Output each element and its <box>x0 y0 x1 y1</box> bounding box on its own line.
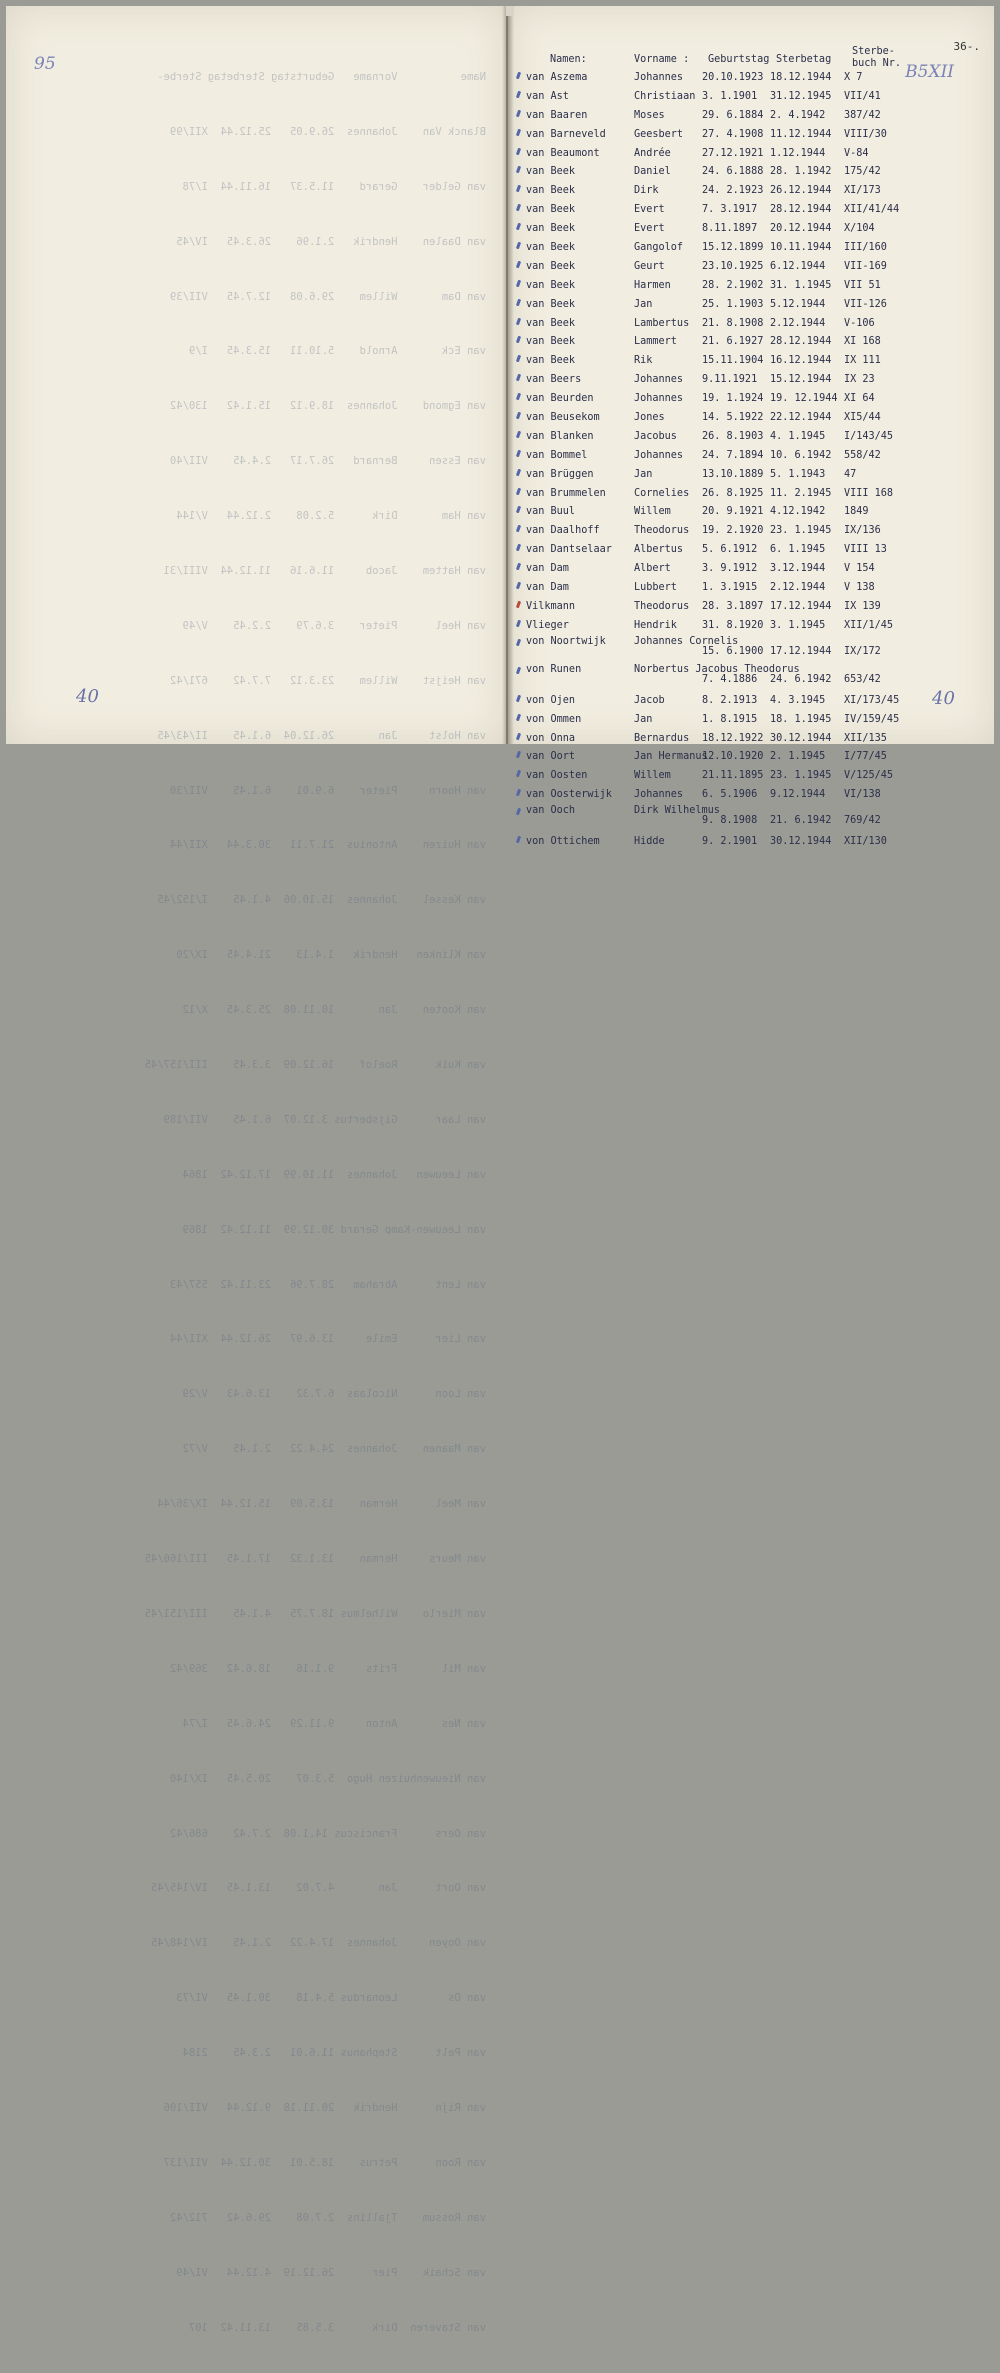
pencil-page-number-left: 40 <box>76 686 99 707</box>
register-number-cell: VII-169 <box>844 260 887 272</box>
ledger-row <box>508 351 994 370</box>
birth-date-cell: 28. 2.1902 <box>702 279 764 291</box>
surname-cell: von Onna <box>526 732 576 744</box>
register-number-cell: IV/159/45 <box>844 713 900 725</box>
ledger-row <box>508 729 994 748</box>
header-birth-date: Geburtstag <box>708 54 770 65</box>
surname-cell: von Noortwijk <box>526 635 606 647</box>
first-name-cell: Jan Hermanus <box>634 751 708 763</box>
surname-cell: van Beek <box>526 166 576 178</box>
ledger-row <box>508 295 994 314</box>
birth-date-cell: 23.10.1925 <box>702 260 764 272</box>
death-date-cell: 5.12.1944 <box>770 298 826 310</box>
first-name-cell: Lammert <box>634 336 677 348</box>
birth-date-cell: 15. 6.1900 <box>702 645 764 657</box>
ledger-row <box>508 635 994 663</box>
death-date-cell: 17.12.1944 <box>770 600 832 612</box>
register-number-cell: V/125/45 <box>844 770 894 782</box>
surname-cell: van Beers <box>526 374 582 386</box>
death-date-cell: 5. 1.1943 <box>770 468 826 480</box>
surname-cell: van Beek <box>526 260 576 272</box>
check-mark-icon <box>516 751 521 759</box>
surname-cell: von Runen <box>526 663 582 675</box>
check-mark-icon <box>516 412 521 420</box>
ledger-row <box>508 710 994 729</box>
check-mark-icon <box>516 431 521 439</box>
check-mark-icon <box>516 374 521 382</box>
birth-date-cell: 7. 3.1917 <box>702 204 758 216</box>
birth-date-cell: 3. 9.1912 <box>702 563 758 575</box>
check-mark-icon <box>516 638 521 646</box>
first-name-cell: Johannes <box>634 449 684 461</box>
register-number-cell: IX 23 <box>844 374 875 386</box>
death-date-cell: 28.12.1944 <box>770 204 832 216</box>
header-name: Namen: <box>550 54 587 65</box>
birth-date-cell: 7. 4.1886 <box>702 673 758 685</box>
death-date-cell: 19. 12.1944 <box>770 393 838 405</box>
ledger-row <box>508 502 994 521</box>
surname-cell: van Beaumont <box>526 147 600 159</box>
first-name-cell: Johannes <box>634 393 684 405</box>
surname-cell: van Beek <box>526 223 576 235</box>
surname-cell: van Beurden <box>526 393 594 405</box>
register-number-cell: VII 51 <box>844 279 881 291</box>
ledger-row <box>508 200 994 219</box>
birth-date-cell: 29. 6.1884 <box>702 109 764 121</box>
check-mark-icon <box>516 166 521 174</box>
first-name-cell: Christiaan <box>634 90 696 102</box>
ledger-row <box>508 238 994 257</box>
first-name-cell: Jacob <box>634 694 665 706</box>
pencil-note-top-left: 95 <box>34 54 56 74</box>
ledger-row <box>508 332 994 351</box>
birth-date-cell: 28. 3.1897 <box>702 600 764 612</box>
first-name-cell: Rik <box>634 355 653 367</box>
death-date-cell: 1.12.1944 <box>770 147 826 159</box>
first-name-cell: Andrée <box>634 147 671 159</box>
book-gutter <box>502 6 514 744</box>
register-number-cell: 558/42 <box>844 449 881 461</box>
death-date-cell: 4. 1.1945 <box>770 430 826 442</box>
first-name-cell: Dirk Wilhelmus <box>634 805 720 817</box>
birth-date-cell: 1. 8.1915 <box>702 713 758 725</box>
first-name-cell: Dirk <box>634 185 659 197</box>
register-number-cell: V 154 <box>844 563 875 575</box>
page-stamp-number: 36-. <box>953 40 980 53</box>
check-mark-icon <box>516 563 521 571</box>
surname-cell: van Beek <box>526 355 576 367</box>
birth-date-cell: 1. 3.1915 <box>702 582 758 594</box>
ledger-row <box>508 427 994 446</box>
birth-date-cell: 20.10.1923 <box>702 72 764 83</box>
register-number-cell: I/77/45 <box>844 751 887 763</box>
death-date-cell: 23. 1.1945 <box>770 770 832 782</box>
death-date-cell: 2. 1.1945 <box>770 751 826 763</box>
register-number-cell: XI5/44 <box>844 412 881 424</box>
check-mark-icon <box>516 109 521 117</box>
birth-date-cell: 9. 2.1901 <box>702 836 758 848</box>
register-number-cell: I/143/45 <box>844 430 894 442</box>
register-number-cell: IX 139 <box>844 600 881 612</box>
binding-tab <box>506 6 514 16</box>
first-name-cell: Johannes Cornelis <box>634 635 739 647</box>
register-number-cell: IX/172 <box>844 645 881 657</box>
ledger-row <box>508 804 994 832</box>
check-mark-icon <box>516 393 521 401</box>
ledger-row <box>508 663 994 691</box>
ledger-row <box>508 521 994 540</box>
birth-date-cell: 24. 6.1888 <box>702 166 764 178</box>
ledger-row <box>508 832 994 851</box>
ledger-row <box>508 106 994 125</box>
register-number-cell: IX/136 <box>844 525 881 537</box>
register-number-cell: XI/173 <box>844 185 881 197</box>
surname-cell: van Beek <box>526 298 576 310</box>
pencil-note-top-right: B5XII <box>905 62 954 82</box>
register-number-cell: XI 168 <box>844 336 881 348</box>
check-mark-icon <box>516 185 521 193</box>
birth-date-cell: 25. 1.1903 <box>702 298 764 310</box>
register-number-cell: V-84 <box>844 147 869 159</box>
header-first-name: Vorname : <box>634 54 690 65</box>
first-name-cell: Jan <box>634 713 653 725</box>
death-register-ledger <box>508 6 994 848</box>
death-date-cell: 26.12.1944 <box>770 185 832 197</box>
death-date-cell: 22.12.1944 <box>770 412 832 424</box>
register-number-cell: XII/130 <box>844 836 887 848</box>
ledger-row <box>508 181 994 200</box>
register-number-cell: X 7 <box>844 72 863 83</box>
birth-date-cell: 21. 6.1927 <box>702 336 764 348</box>
surname-cell: van Brüggen <box>526 468 594 480</box>
ledger-row <box>508 559 994 578</box>
surname-cell: von Ojen <box>526 694 576 706</box>
check-mark-icon <box>516 666 521 674</box>
surname-cell: van Beek <box>526 317 576 329</box>
surname-cell: van Beek <box>526 242 576 254</box>
register-number-cell: VIII 168 <box>844 487 894 499</box>
first-name-cell: Jones <box>634 412 665 424</box>
register-number-cell: VII/41 <box>844 90 881 102</box>
ledger-row <box>508 597 994 616</box>
bleed-through-text: Name Vorname Geburtstag Sterbetag Sterbe- Blanck Van Johannes 26.9.05 25.12.44 XII/99 van Gelder Gerard 11.5.37 16.11.44 I/78 van Daalen Hendrik 2.1.96 26.3.45 IV/45 van Dam Willem 29.6.08 12.7.45 VII/39 van Eck Arnold 5.10.11 15.3.45 I/9 van Egmond Johannes 18.9.12 15.1.42 130/42 van Essen Bernard 26.7.17 2.4.45 VII/40 van Ham Dirk 5.2.08 2.12.44 V/144 van Hattem Jacob 11.6.16 11.12.44 VIII/31 van Heel Pieter 3.6.79 2.2.45 V/49 van Heijst Willem 23.3.12 7.7.42 671/42 van Holst Jan 26.12.04 6.1.45 II/43/45 van Hoorn Pieter 6.9.01 6.1.45 VII/30 van Huizen Antonius 21.7.11 30.3.44 XII/44 van Kessel Johannes 15.10.06 4.1.45 I/152/45 van Klinken Hendrik 1.4.13 21.4.45 IX/20 van Kooten Jan 10.11.08 25.3.45 X/12 van Kuik Roelof 16.12.09 3.3.45 III/157/45 van Laar Gijsbertus 3.12.07 6.1.45 VII/189 van Leeuwen Johannes 11.10.99 17.12.42 1864 van Leeuwen-Kamp Gerard 30.12.99 11.12.42 1869 van Lent Abraham 28.7.96 23.11.42 557/43 van Lier Emile 13.6.97 26.12.44 XII/44 van Loon Nicolaas 6.7.32 13.6.43 V/29 van Maanen Johannes 24.4.22 2.1.45 V/72 van Meel Herman 13.5.09 15.12.44 IX/36/44 van Meurs Herman 13.1.32 17.1.45 III/160/45 van Mierlo Wilhelmus 18.7.75 4.1.45 III/151/45 van Mil Frits 9.1.16 18.6.42 369/42 van Nes Anton 9.11.29 24.6.45 I/74 van Nieuwenhuizen Hugo 5.3.07 20.5.45 IX/140 van Oers Franciscus 14.1.08 2.7.42 686/42 van Oort Jan 4.7.02 13.1.45 IV/145/45 van Ooyen Johannes 17.4.22 2.1.45 IV/148/45 van Os Leonardus 5.4.18 30.1.45 VI/73 van Pelt Stephanus 11.6.01 2.3.45 2184 van Rijn Hendrik 20.11.18 9.12.44 VII/106 van Roon Petrus 18.5.01 30.12.44 VII/137 van Rossum Tjallins 2.7.08 29.6.42 712/42 van Schaik Pier 26.12.19 4.12.44 VI/49 van Staveren Dirk 3.5.85 13.11.42 107 <box>144 71 486 2334</box>
birth-date-cell: 18.12.1922 <box>702 732 764 744</box>
death-date-cell: 9.12.1944 <box>770 789 826 801</box>
register-number-cell: 47 <box>844 468 857 480</box>
register-number-cell: VII-126 <box>844 298 887 310</box>
ledger-row <box>508 465 994 484</box>
ledger-row <box>508 162 994 181</box>
check-mark-icon <box>516 732 521 740</box>
register-number-cell: XI/173/45 <box>844 694 900 706</box>
ledger-row <box>508 314 994 333</box>
ledger-rows <box>508 68 994 851</box>
check-mark-icon <box>516 355 521 363</box>
birth-date-cell: 26. 8.1925 <box>702 487 764 499</box>
register-number-cell: XII/41/44 <box>844 204 900 216</box>
check-mark-icon <box>516 544 521 552</box>
check-mark-icon <box>516 601 521 609</box>
birth-date-cell: 26. 8.1903 <box>702 430 764 442</box>
ledger-row <box>508 616 994 635</box>
birth-date-cell: 27.12.1921 <box>702 147 764 159</box>
death-date-cell: 2.12.1944 <box>770 582 826 594</box>
register-number-cell: VI/138 <box>844 789 881 801</box>
first-name-cell: Theodorus <box>634 525 690 537</box>
first-name-cell: Jan <box>634 468 653 480</box>
ledger-row <box>508 257 994 276</box>
death-date-cell: 10.11.1944 <box>770 242 832 254</box>
ledger-row <box>508 276 994 295</box>
check-mark-icon <box>516 450 521 458</box>
first-name-cell: Jan <box>634 298 653 310</box>
death-date-cell: 28.12.1944 <box>770 336 832 348</box>
birth-date-cell: 27. 4.1908 <box>702 128 764 140</box>
check-mark-icon <box>516 770 521 778</box>
surname-cell: van Beusekom <box>526 412 600 424</box>
death-date-cell: 28. 1.1942 <box>770 166 832 178</box>
pencil-page-number-right: 40 <box>932 688 955 709</box>
birth-date-cell: 24. 2.1923 <box>702 185 764 197</box>
first-name-cell: Hidde <box>634 836 665 848</box>
birth-date-cell: 19. 2.1920 <box>702 525 764 537</box>
surname-cell: von Ottichem <box>526 836 600 848</box>
first-name-cell: Jacobus <box>634 430 677 442</box>
death-date-cell: 11. 2.1945 <box>770 487 832 499</box>
first-name-cell: Johannes <box>634 789 684 801</box>
ledger-row <box>508 219 994 238</box>
surname-cell: Vlieger <box>526 619 569 631</box>
death-date-cell: 16.12.1944 <box>770 355 832 367</box>
death-date-cell: 4.12.1942 <box>770 506 826 518</box>
register-number-cell: X/104 <box>844 223 875 235</box>
birth-date-cell: 9. 8.1908 <box>702 815 758 827</box>
first-name-cell: Theodorus <box>634 600 690 612</box>
check-mark-icon <box>516 713 521 721</box>
surname-cell: van Dam <box>526 582 569 594</box>
register-number-cell: III/160 <box>844 242 887 254</box>
death-date-cell: 17.12.1944 <box>770 645 832 657</box>
register-number-cell: 387/42 <box>844 109 881 121</box>
death-date-cell: 4. 3.1945 <box>770 694 826 706</box>
surname-cell: van Daalhoff <box>526 525 600 537</box>
ledger-row <box>508 370 994 389</box>
surname-cell: van Bommel <box>526 449 588 461</box>
first-name-cell: Willem <box>634 770 671 782</box>
ledger-row <box>508 125 994 144</box>
death-date-cell: 15.12.1944 <box>770 374 832 386</box>
death-date-cell: 18. 1.1945 <box>770 713 832 725</box>
surname-cell: van Dam <box>526 563 569 575</box>
ledger-row <box>508 87 994 106</box>
check-mark-icon <box>516 128 521 136</box>
birth-date-cell: 19. 1.1924 <box>702 393 764 405</box>
surname-cell: van Buul <box>526 506 576 518</box>
ledger-row <box>508 691 994 710</box>
surname-cell: van Aszema <box>526 72 588 83</box>
death-date-cell: 10. 6.1942 <box>770 449 832 461</box>
first-name-cell: Evert <box>634 223 665 235</box>
register-number-cell: XI 64 <box>844 393 875 405</box>
birth-date-cell: 6. 5.1906 <box>702 789 758 801</box>
check-mark-icon <box>516 620 521 628</box>
ledger-row <box>508 408 994 427</box>
first-name-cell: Harmen <box>634 279 671 291</box>
death-date-cell: 3.12.1944 <box>770 563 826 575</box>
death-date-cell: 2.12.1944 <box>770 317 826 329</box>
surname-cell: van Barneveld <box>526 128 606 140</box>
surname-cell: van Ast <box>526 90 569 102</box>
surname-cell: van Beek <box>526 185 576 197</box>
ledger-row <box>508 747 994 766</box>
birth-date-cell: 8.11.1897 <box>702 223 758 235</box>
ledger-row <box>508 766 994 785</box>
open-ledger-book <box>6 6 994 2334</box>
register-number-cell: XII/1/45 <box>844 619 894 631</box>
first-name-cell: Lubbert <box>634 582 677 594</box>
death-date-cell: 30.12.1944 <box>770 836 832 848</box>
first-name-cell: Johannes <box>634 72 684 83</box>
check-mark-icon <box>516 279 521 287</box>
check-mark-icon <box>516 72 521 80</box>
death-date-cell: 18.12.1944 <box>770 72 832 83</box>
birth-date-cell: 5. 6.1912 <box>702 544 758 556</box>
check-mark-icon <box>516 487 521 495</box>
birth-date-cell: 31. 8.1920 <box>702 619 764 631</box>
death-date-cell: 24. 6.1942 <box>770 673 832 685</box>
register-number-cell: V 138 <box>844 582 875 594</box>
check-mark-icon <box>516 204 521 212</box>
surname-cell: van Oort <box>526 751 576 763</box>
first-name-cell: Daniel <box>634 166 671 178</box>
ledger-row <box>508 446 994 465</box>
death-date-cell: 3. 1.1945 <box>770 619 826 631</box>
birth-date-cell: 15.12.1899 <box>702 242 764 254</box>
first-name-cell: Johannes <box>634 374 684 386</box>
check-mark-icon <box>516 91 521 99</box>
check-mark-icon <box>516 525 521 533</box>
register-number-cell: VIII 13 <box>844 544 887 556</box>
check-mark-icon <box>516 789 521 797</box>
first-name-cell: Gangolof <box>634 242 684 254</box>
surname-cell: Vilkmann <box>526 600 576 612</box>
left-page <box>6 6 506 2334</box>
first-name-cell: Moses <box>634 109 665 121</box>
birth-date-cell: 24. 7.1894 <box>702 449 764 461</box>
check-mark-icon <box>516 317 521 325</box>
first-name-cell: Bernardus <box>634 732 690 744</box>
birth-date-cell: 20. 9.1921 <box>702 506 764 518</box>
right-page <box>508 6 994 848</box>
death-date-cell: 20.12.1944 <box>770 223 832 235</box>
death-date-cell: 31. 1.1945 <box>770 279 832 291</box>
check-mark-icon <box>516 694 521 702</box>
surname-cell: van Beek <box>526 279 576 291</box>
ledger-header <box>508 46 994 70</box>
header-register-number: Sterbe- buch Nr. <box>852 46 902 69</box>
surname-cell: von Ommen <box>526 713 582 725</box>
death-date-cell: 6.12.1944 <box>770 260 826 272</box>
register-number-cell: VIII/30 <box>844 128 887 140</box>
ledger-row <box>508 785 994 804</box>
surname-cell: van Oosterwijk <box>526 789 612 801</box>
register-number-cell: V-106 <box>844 317 875 329</box>
ledger-row <box>508 484 994 503</box>
death-date-cell: 31.12.1945 <box>770 90 832 102</box>
birth-date-cell: 13.10.1889 <box>702 468 764 480</box>
surname-cell: van Blanken <box>526 430 594 442</box>
first-name-cell: Geesbert <box>634 128 684 140</box>
death-date-cell: 21. 6.1942 <box>770 815 832 827</box>
surname-cell: van Beek <box>526 204 576 216</box>
check-mark-icon <box>516 261 521 269</box>
ledger-row <box>508 68 994 87</box>
ledger-row <box>508 540 994 559</box>
first-name-cell: Geurt <box>634 260 665 272</box>
birth-date-cell: 15.11.1904 <box>702 355 764 367</box>
birth-date-cell: 8. 2.1913 <box>702 694 758 706</box>
header-death-date: Sterbetag <box>776 54 832 65</box>
surname-cell: van Dantselaar <box>526 544 612 556</box>
register-number-cell: 1849 <box>844 506 869 518</box>
surname-cell: van Ooch <box>526 805 576 817</box>
register-number-cell: 175/42 <box>844 166 881 178</box>
first-name-cell: Lambertus <box>634 317 690 329</box>
check-mark-icon <box>516 336 521 344</box>
first-name-cell: Evert <box>634 204 665 216</box>
death-date-cell: 2. 4.1942 <box>770 109 826 121</box>
birth-date-cell: 21. 8.1908 <box>702 317 764 329</box>
birth-date-cell: 12.10.1920 <box>702 751 764 763</box>
check-mark-icon <box>516 298 521 306</box>
check-mark-icon <box>516 836 521 844</box>
ledger-row <box>508 389 994 408</box>
first-name-cell: Albert <box>634 563 671 575</box>
check-mark-icon <box>516 808 521 816</box>
check-mark-icon <box>516 147 521 155</box>
check-mark-icon <box>516 468 521 476</box>
first-name-cell: Willem <box>634 506 671 518</box>
check-mark-icon <box>516 506 521 514</box>
surname-cell: van Baaren <box>526 109 588 121</box>
ledger-row <box>508 578 994 597</box>
register-number-cell: XII/135 <box>844 732 887 744</box>
first-name-cell: Cornelies <box>634 487 690 499</box>
first-name-cell: Albertus <box>634 544 684 556</box>
death-date-cell: 6. 1.1945 <box>770 544 826 556</box>
birth-date-cell: 14. 5.1922 <box>702 412 764 424</box>
register-number-cell: 769/42 <box>844 815 881 827</box>
surname-cell: van Beek <box>526 336 576 348</box>
check-mark-icon <box>516 223 521 231</box>
ledger-row <box>508 144 994 163</box>
death-date-cell: 30.12.1944 <box>770 732 832 744</box>
first-name-cell: Hendrik <box>634 619 677 631</box>
birth-date-cell: 21.11.1895 <box>702 770 764 782</box>
register-number-cell: IX 111 <box>844 355 881 367</box>
death-date-cell: 23. 1.1945 <box>770 525 832 537</box>
birth-date-cell: 9.11.1921 <box>702 374 758 386</box>
register-number-cell: 653/42 <box>844 673 881 685</box>
check-mark-icon <box>516 242 521 250</box>
surname-cell: van Brummelen <box>526 487 606 499</box>
surname-cell: van Oosten <box>526 770 588 782</box>
death-date-cell: 11.12.1944 <box>770 128 832 140</box>
birth-date-cell: 3. 1.1901 <box>702 90 758 102</box>
check-mark-icon <box>516 582 521 590</box>
first-name-cell: Norbertus Jacobus Theodorus <box>634 663 800 675</box>
